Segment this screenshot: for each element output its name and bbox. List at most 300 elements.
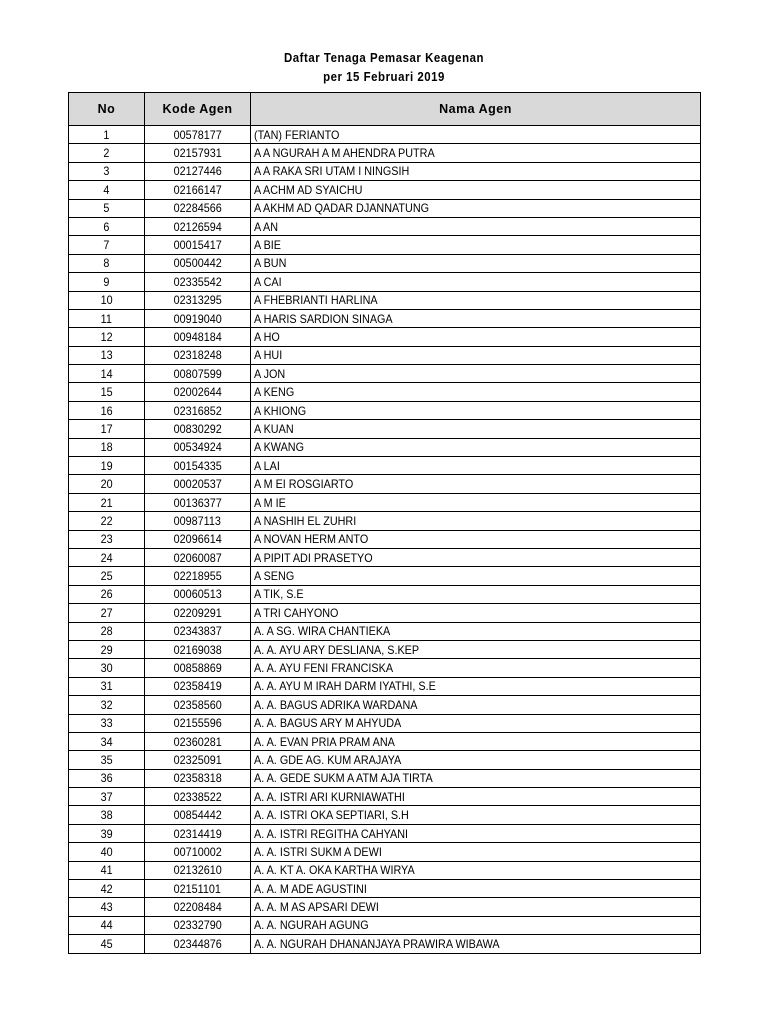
agent-name-cell — [251, 659, 701, 677]
agent-name-cell — [251, 144, 701, 162]
agent-name: A AKHM AD QADAR DJANNATUNG — [254, 201, 430, 216]
agent-name: A HARIS SARDION SINAGA — [254, 311, 393, 326]
row-number-cell — [69, 328, 145, 346]
agent-code-cell — [145, 548, 251, 566]
table-row — [69, 585, 701, 603]
row-number-cell — [69, 475, 145, 493]
table-row — [69, 493, 701, 511]
row-number-cell — [69, 236, 145, 254]
agent-code-cell — [145, 530, 251, 548]
agent-name: A. A. BAGUS ADRIKA WARDANA — [254, 697, 418, 712]
row-number-cell — [69, 217, 145, 235]
row-number: 40 — [100, 844, 113, 859]
row-number-cell — [69, 438, 145, 456]
agent-name-cell — [251, 548, 701, 566]
row-number: 37 — [100, 789, 113, 804]
agent-table — [68, 92, 701, 954]
row-number: 20 — [100, 477, 113, 492]
row-number-cell — [69, 677, 145, 695]
agent-code-cell — [145, 714, 251, 732]
row-number-cell — [69, 493, 145, 511]
agent-code: 00500442 — [173, 256, 222, 271]
table-row — [69, 530, 701, 548]
row-number: 19 — [100, 458, 113, 473]
agent-code-cell — [145, 273, 251, 291]
row-number: 33 — [100, 716, 113, 731]
agent-name: A AN — [254, 219, 279, 234]
row-number-cell — [69, 567, 145, 585]
row-number-cell — [69, 732, 145, 750]
row-number-cell — [69, 861, 145, 879]
agent-code: 02218955 — [173, 569, 222, 584]
agent-code-cell — [145, 677, 251, 695]
table-row — [69, 732, 701, 750]
agent-name-cell — [251, 457, 701, 475]
agent-name: A TIK, S.E — [254, 587, 304, 602]
table-row — [69, 254, 701, 272]
table-row — [69, 365, 701, 383]
agent-name-cell — [251, 475, 701, 493]
row-number-cell — [69, 714, 145, 732]
agent-code: 02314419 — [173, 826, 222, 841]
row-number: 42 — [100, 881, 113, 896]
table-row — [69, 640, 701, 658]
row-number-cell — [69, 144, 145, 162]
row-number-cell — [69, 401, 145, 419]
row-number: 44 — [100, 918, 113, 933]
agent-name-cell — [251, 162, 701, 180]
agent-code: 00987113 — [173, 513, 222, 528]
agent-code: 00015417 — [173, 238, 222, 253]
agent-code: 02002644 — [173, 385, 222, 400]
row-number-cell — [69, 898, 145, 916]
table-row — [69, 291, 701, 309]
table-row — [69, 475, 701, 493]
agent-name-cell — [251, 530, 701, 548]
agent-name-cell — [251, 714, 701, 732]
agent-name-cell — [251, 861, 701, 879]
row-number: 26 — [100, 587, 113, 602]
agent-code: 02313295 — [173, 293, 222, 308]
table-body — [69, 126, 701, 954]
agent-code: 02169038 — [173, 642, 222, 657]
agent-code-cell — [145, 512, 251, 530]
agent-code-cell — [145, 291, 251, 309]
agent-code: 00830292 — [173, 421, 222, 436]
table-row — [69, 401, 701, 419]
agent-name: A. A. BAGUS ARY M AHYUDA — [254, 716, 402, 731]
row-number-cell — [69, 659, 145, 677]
agent-name-cell — [251, 346, 701, 364]
table-row — [69, 935, 701, 953]
row-number: 38 — [100, 808, 113, 823]
row-number-cell — [69, 880, 145, 898]
table-row — [69, 162, 701, 180]
table-row — [69, 548, 701, 566]
agent-name-cell — [251, 788, 701, 806]
agent-code-cell — [145, 604, 251, 622]
table-row — [69, 861, 701, 879]
agent-code: 00534924 — [173, 440, 222, 455]
row-number-cell — [69, 273, 145, 291]
agent-code: 02318248 — [173, 348, 222, 363]
row-number-cell — [69, 365, 145, 383]
agent-code-cell — [145, 217, 251, 235]
row-number: 11 — [100, 311, 113, 326]
table-row — [69, 273, 701, 291]
agent-name-cell — [251, 916, 701, 934]
agent-code: 02358318 — [173, 771, 222, 786]
agent-name: A NASHIH EL ZUHRI — [254, 513, 357, 528]
agent-code: 02151101 — [173, 881, 222, 896]
agent-name: A. A. NGURAH AGUNG — [254, 918, 369, 933]
agent-name: A BUN — [254, 256, 287, 271]
agent-name: A. A. EVAN PRIA PRAM ANA — [254, 734, 395, 749]
agent-name-cell — [251, 291, 701, 309]
table-row — [69, 567, 701, 585]
agent-name-cell — [251, 309, 701, 327]
agent-code: 02208484 — [173, 900, 222, 915]
agent-code-cell — [145, 162, 251, 180]
agent-name-cell — [251, 751, 701, 769]
agent-code-cell — [145, 438, 251, 456]
agent-code: 02127446 — [173, 164, 222, 179]
agent-code: 02126594 — [173, 219, 222, 234]
table-row — [69, 824, 701, 842]
agent-name: A CAI — [254, 274, 282, 289]
table-row — [69, 843, 701, 861]
agent-name-cell — [251, 935, 701, 953]
agent-name-cell — [251, 401, 701, 419]
row-number: 36 — [100, 771, 113, 786]
row-number: 6 — [103, 219, 110, 234]
table-row — [69, 751, 701, 769]
agent-name-cell — [251, 585, 701, 603]
table-row — [69, 880, 701, 898]
agent-name: A KHIONG — [254, 403, 307, 418]
agent-code: 02360281 — [173, 734, 222, 749]
row-number-cell — [69, 824, 145, 842]
agent-name: A HO — [254, 329, 280, 344]
agent-code-cell — [145, 622, 251, 640]
row-number: 22 — [100, 513, 113, 528]
row-number-cell — [69, 199, 145, 217]
row-number-cell — [69, 585, 145, 603]
agent-code-cell — [145, 916, 251, 934]
agent-name-cell — [251, 365, 701, 383]
agent-code: 02358560 — [173, 697, 222, 712]
agent-name: A KENG — [254, 385, 295, 400]
row-number: 12 — [100, 329, 113, 344]
agent-name-cell — [251, 622, 701, 640]
table-row — [69, 199, 701, 217]
row-number: 24 — [100, 550, 113, 565]
row-number-cell — [69, 696, 145, 714]
agent-code-cell — [145, 696, 251, 714]
agent-code: 02155596 — [173, 716, 222, 731]
agent-name-cell — [251, 273, 701, 291]
table-row — [69, 438, 701, 456]
agent-code-cell — [145, 806, 251, 824]
row-number: 30 — [100, 661, 113, 676]
row-number-cell — [69, 420, 145, 438]
header-kode-agen: Kode Agen — [145, 93, 251, 126]
agent-code: 00948184 — [173, 329, 222, 344]
agent-name: A JON — [254, 366, 286, 381]
row-number-cell — [69, 548, 145, 566]
row-number-cell — [69, 788, 145, 806]
row-number: 10 — [100, 293, 113, 308]
agent-code-cell — [145, 199, 251, 217]
agent-code: 00858869 — [173, 661, 222, 676]
agent-name: A M EI ROSGIARTO — [254, 477, 354, 492]
table-row — [69, 383, 701, 401]
agent-code-cell — [145, 861, 251, 879]
agent-code-cell — [145, 659, 251, 677]
row-number-cell — [69, 916, 145, 934]
agent-name: (TAN) FERIANTO — [254, 127, 340, 142]
agent-code: 00578177 — [173, 127, 222, 142]
agent-code-cell — [145, 788, 251, 806]
agent-name-cell — [251, 824, 701, 842]
agent-name-cell — [251, 438, 701, 456]
row-number-cell — [69, 769, 145, 787]
row-number: 25 — [100, 569, 113, 584]
table-row — [69, 420, 701, 438]
agent-code: 02344876 — [173, 936, 222, 951]
table-row — [69, 714, 701, 732]
agent-name: A FHEBRIANTI HARLINA — [254, 293, 378, 308]
agent-code: 02060087 — [173, 550, 222, 565]
agent-code-cell — [145, 880, 251, 898]
row-number: 15 — [100, 385, 113, 400]
agent-code-cell — [145, 126, 251, 144]
table-row — [69, 659, 701, 677]
agent-code-cell — [145, 181, 251, 199]
agent-code-cell — [145, 383, 251, 401]
agent-name: A BIE — [254, 238, 282, 253]
agent-code-cell — [145, 640, 251, 658]
table-header-row — [69, 93, 701, 126]
row-number: 4 — [103, 182, 110, 197]
agent-name-cell — [251, 880, 701, 898]
agent-name: A HUI — [254, 348, 283, 363]
agent-name: A PIPIT ADI PRASETYO — [254, 550, 373, 565]
agent-name: A LAI — [254, 458, 280, 473]
agent-code: 02284566 — [173, 201, 222, 216]
agent-name: A M IE — [254, 495, 286, 510]
table-row — [69, 604, 701, 622]
agent-name-cell — [251, 254, 701, 272]
agent-name: A KUAN — [254, 421, 294, 436]
row-number: 39 — [100, 826, 113, 841]
agent-code-cell — [145, 401, 251, 419]
agent-name: A NOVAN HERM ANTO — [254, 532, 369, 547]
agent-code: 00710002 — [173, 844, 222, 859]
agent-code: 00060513 — [173, 587, 222, 602]
row-number-cell — [69, 512, 145, 530]
agent-name-cell — [251, 604, 701, 622]
row-number-cell — [69, 309, 145, 327]
agent-code: 02338522 — [173, 789, 222, 804]
agent-name: A A RAKA SRI UTAM I NINGSIH — [254, 164, 410, 179]
row-number-cell — [69, 604, 145, 622]
row-number-cell — [69, 383, 145, 401]
row-number-cell — [69, 622, 145, 640]
agent-code: 02132610 — [173, 863, 222, 878]
agent-code-cell — [145, 769, 251, 787]
agent-name: A. A. M AS APSARI DEWI — [254, 900, 379, 915]
agent-name-cell — [251, 696, 701, 714]
document-subtitle-date: per 15 Februari 2019 — [323, 69, 445, 84]
agent-name-cell — [251, 567, 701, 585]
table-row — [69, 512, 701, 530]
table-row — [69, 788, 701, 806]
agent-name: A. A. NGURAH DHANANJAYA PRAWIRA WIBAWA — [254, 936, 500, 951]
agent-code: 00136377 — [173, 495, 222, 510]
agent-code-cell — [145, 898, 251, 916]
agent-name: A. A. ISTRI SUKM A DEWI — [254, 844, 382, 859]
row-number: 32 — [100, 697, 113, 712]
row-number: 7 — [103, 238, 110, 253]
row-number-cell — [69, 291, 145, 309]
agent-code-cell — [145, 365, 251, 383]
agent-code: 02316852 — [173, 403, 222, 418]
row-number: 21 — [100, 495, 113, 510]
table-row — [69, 769, 701, 787]
table-row — [69, 457, 701, 475]
row-number: 45 — [100, 936, 113, 951]
agent-name-cell — [251, 806, 701, 824]
agent-name: A. A. KT A. OKA KARTHA WIRYA — [254, 863, 415, 878]
agent-name: A. A. AYU M IRAH DARM IYATHI, S.E — [254, 679, 436, 694]
table-row — [69, 328, 701, 346]
agent-name: A. A. GDE AG. KUM ARAJAYA — [254, 752, 402, 767]
agent-code: 00919040 — [173, 311, 222, 326]
table-row — [69, 217, 701, 235]
row-number: 28 — [100, 624, 113, 639]
agent-name: A ACHM AD SYAICHU — [254, 182, 363, 197]
table-row — [69, 622, 701, 640]
table-row — [69, 126, 701, 144]
row-number-cell — [69, 935, 145, 953]
agent-name-cell — [251, 640, 701, 658]
agent-name: A A NGURAH A M AHENDRA PUTRA — [254, 146, 435, 161]
row-number: 9 — [103, 274, 110, 289]
agent-code: 02166147 — [173, 182, 222, 197]
agent-name-cell — [251, 732, 701, 750]
agent-name-cell — [251, 126, 701, 144]
agent-code: 02209291 — [173, 605, 222, 620]
agent-name-cell — [251, 383, 701, 401]
table-row — [69, 309, 701, 327]
row-number-cell — [69, 806, 145, 824]
agent-name-cell — [251, 493, 701, 511]
agent-code: 00020537 — [173, 477, 222, 492]
agent-name: A. A SG. WIRA CHANTIEKA — [254, 624, 391, 639]
agent-code: 02332790 — [173, 918, 222, 933]
row-number-cell — [69, 843, 145, 861]
document-title: Daftar Tenaga Pemasar Keagenan — [283, 50, 485, 65]
agent-name-cell — [251, 420, 701, 438]
agent-name: A. A. AYU ARY DESLIANA, S.KEP — [254, 642, 420, 657]
row-number: 3 — [103, 164, 110, 179]
agent-code-cell — [145, 843, 251, 861]
agent-name: A. A. GEDE SUKM A ATM AJA TIRTA — [254, 771, 433, 786]
row-number: 2 — [103, 146, 110, 161]
agent-name-cell — [251, 328, 701, 346]
row-number: 14 — [100, 366, 113, 381]
agent-code-cell — [145, 309, 251, 327]
agent-code: 00807599 — [173, 366, 222, 381]
agent-code-cell — [145, 328, 251, 346]
row-number-cell — [69, 181, 145, 199]
row-number: 35 — [100, 752, 113, 767]
row-number: 29 — [100, 642, 113, 657]
agent-code: 02343837 — [173, 624, 222, 639]
row-number: 31 — [100, 679, 113, 694]
agent-code-cell — [145, 346, 251, 364]
agent-name: A KWANG — [254, 440, 305, 455]
agent-code-cell — [145, 254, 251, 272]
table-row — [69, 181, 701, 199]
agent-name: A. A. AYU FENI FRANCISKA — [254, 661, 394, 676]
agent-name: A. A. ISTRI REGITHA CAHYANI — [254, 826, 409, 841]
header-nama-agen: Nama Agen — [251, 93, 701, 126]
agent-name-cell — [251, 181, 701, 199]
agent-code: 02096614 — [173, 532, 222, 547]
agent-name-cell — [251, 843, 701, 861]
table-row — [69, 236, 701, 254]
agent-name: A. A. M ADE AGUSTINI — [254, 881, 367, 896]
agent-code: 02358419 — [173, 679, 222, 694]
agent-code: 02335542 — [173, 274, 222, 289]
row-number: 5 — [103, 201, 110, 216]
agent-code-cell — [145, 236, 251, 254]
agent-code-cell — [145, 144, 251, 162]
table-row — [69, 144, 701, 162]
agent-name-cell — [251, 217, 701, 235]
row-number-cell — [69, 346, 145, 364]
agent-code: 02325091 — [173, 752, 222, 767]
agent-code-cell — [145, 751, 251, 769]
row-number-cell — [69, 530, 145, 548]
row-number: 17 — [100, 421, 113, 436]
agent-code-cell — [145, 493, 251, 511]
table-row — [69, 677, 701, 695]
row-number: 27 — [100, 605, 113, 620]
agent-name: A SENG — [254, 569, 295, 584]
agent-code-cell — [145, 585, 251, 603]
row-number-cell — [69, 254, 145, 272]
table-row — [69, 916, 701, 934]
row-number: 43 — [100, 900, 113, 915]
row-number: 23 — [100, 532, 113, 547]
row-number: 8 — [103, 256, 110, 271]
table-row — [69, 346, 701, 364]
agent-name-cell — [251, 236, 701, 254]
agent-code-cell — [145, 457, 251, 475]
row-number-cell — [69, 751, 145, 769]
agent-code-cell — [145, 420, 251, 438]
agent-name-cell — [251, 898, 701, 916]
agent-code-cell — [145, 935, 251, 953]
header-no: No — [69, 93, 145, 126]
row-number-cell — [69, 640, 145, 658]
row-number-cell — [69, 126, 145, 144]
agent-code: 02157931 — [173, 146, 222, 161]
row-number: 1 — [103, 127, 110, 142]
